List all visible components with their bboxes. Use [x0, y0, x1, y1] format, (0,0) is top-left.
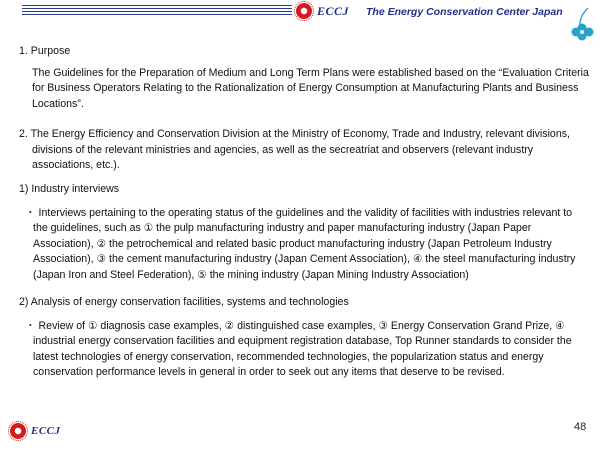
interviews-section — [19, 182, 589, 284]
page-number: 48 — [574, 421, 587, 433]
analysis-heading: 2) Analysis of energy conservation facilities, systems and technologies — [19, 296, 349, 308]
interviews-heading: 1) Industry interviews — [19, 183, 120, 195]
purpose-body: The Guidelines for the Preparation of Medium and Long Term Plans were established based on the “Evaluation Criteria for Business Operators Relating to the Rationalization of Energy Consumption at Manufacturing Plants and Business Locations”. — [32, 66, 589, 110]
clover-icon — [570, 6, 596, 44]
sun-emblem-icon — [296, 3, 312, 19]
footer-logo-text: ECCJ — [31, 425, 61, 437]
organization-name: The Energy Conservation Center Japan — [366, 6, 563, 18]
interviews-bullet: ・ Interviews pertaining to the operating status of the guidelines and the validity of facilities with industries relevant to the guidelines, such as ① the pulp manufacturing industry and paper manufacturing industry (Japan Paper Association), ② the petrochemical and related basic product manufacturing industry (Japan Petroleum Industry Association), ③ the cement manufacturing industry (Japan Cement Association), ④ the steel manufacturing industry (Japan Iron and Steel Federation), ⑤ the mining industry (Japan Mining Industry Association) — [25, 206, 576, 281]
header-rule — [22, 5, 292, 17]
purpose-section — [19, 44, 589, 112]
sun-emblem-icon — [10, 423, 26, 439]
purpose-heading: 1. Purpose — [19, 45, 71, 57]
division-text: 2. The Energy Efficiency and Conservation Division at the Ministry of Economy, Trade and Industry, relevant divisions, divisions of the relevant ministries and agencies, as well as the secreatriat and observers (relevant industry associations, etc.). — [19, 128, 570, 172]
footer-logo — [10, 423, 61, 439]
logo-text: ECCJ — [317, 3, 350, 18]
eccj-logo — [296, 3, 349, 19]
division-section — [19, 127, 589, 174]
analysis-bullet: ・ Review of ① diagnosis case examples, ② distinguished case examples, ③ Energy Conservation Grand Prize, ④ industrial energy conservation facilities and equipment registration database, Top Runner standards to consider the latest technologies of energy conservation, recommended technologies, the popularization status and energy conservation performance levels in general in order to seek out any items that deserve to be revised. — [25, 319, 572, 379]
analysis-section — [19, 295, 589, 381]
